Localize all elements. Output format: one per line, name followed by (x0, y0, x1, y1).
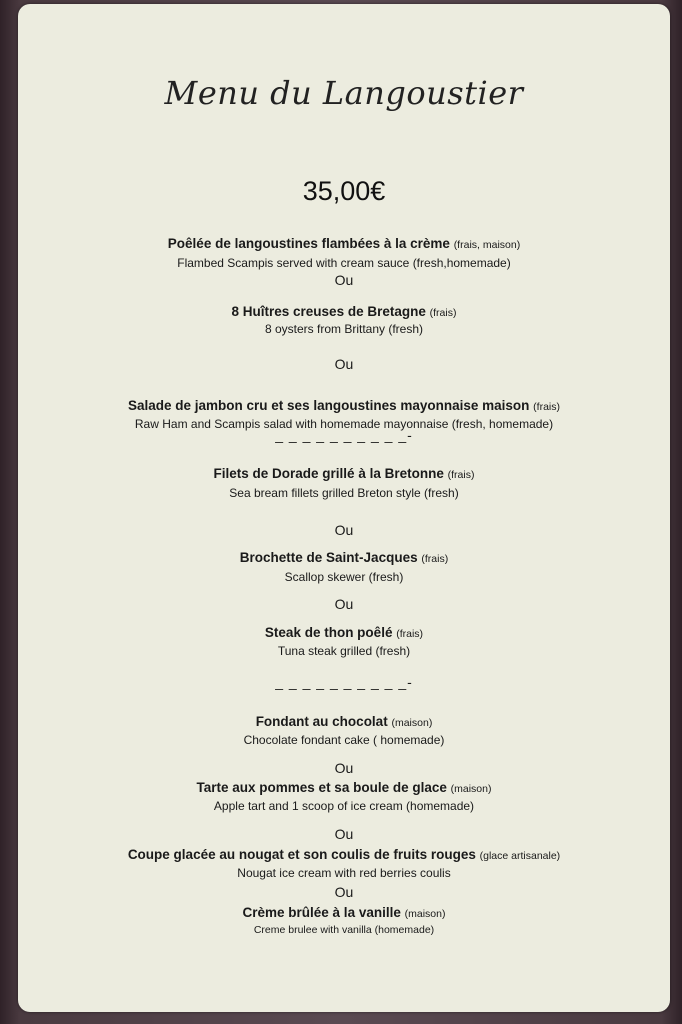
menu-price: 35,00€ (302, 176, 386, 206)
menu-card (18, 4, 670, 1012)
dessert-4-english: Creme brulee with vanilla (homemade) (253, 924, 435, 936)
main-2-english: Scallop skewer (fresh) (284, 570, 404, 584)
dessert-2-english: Apple tart and 1 scoop of ice cream (homemade) (213, 799, 475, 813)
main-2: Brochette de Saint-Jacques (frais) (239, 550, 449, 565)
starter-3-english: Raw Ham and Scampis salad with homemade mayonnaise (fresh, homemade) (134, 417, 554, 431)
dessert-2: Tarte aux pommes et sa boule de glace (maison) (196, 780, 492, 795)
dessert-1: Fondant au chocolat (maison) (255, 714, 433, 729)
dessert-1-english: Chocolate fondant cake ( homemade) (243, 733, 445, 747)
or-text: Ou (334, 596, 354, 612)
or-text: Ou (334, 760, 354, 776)
dessert-3-english: Nougat ice cream with red berries coulis (237, 866, 451, 880)
or-text: Ou (334, 826, 354, 842)
or-text: Ou (334, 522, 354, 538)
or-text: Ou (334, 356, 354, 372)
main-1: Filets de Dorade grillé à la Bretonne (frais) (213, 466, 475, 481)
starter-1-english: Flambed Scampis served with cream sauce (fresh,homemade) (177, 256, 511, 270)
starter-2: 8 Huîtres creuses de Bretagne (frais) (231, 304, 457, 319)
dessert-3: Coupe glacée au nougat et son coulis de fruits rouges (glace artisanale) (127, 847, 561, 862)
main-3-english: Tuna steak grilled (fresh) (277, 644, 411, 658)
starter-2-english: 8 oysters from Brittany (fresh) (264, 322, 424, 336)
or-text: Ou (334, 272, 354, 288)
menu-title: Menu du Langoustier (164, 74, 524, 112)
main-3: Steak de thon poêlé (frais) (264, 625, 424, 640)
section-separator: _ _ _ _ _ _ _ _ _ _- (275, 427, 413, 443)
or-text: Ou (334, 884, 354, 900)
starter-3: Salade de jambon cru et ses langoustines mayonnaise maison (frais) (128, 398, 560, 413)
main-1-english: Sea bream fillets grilled Breton style (fresh) (229, 486, 459, 500)
starter-1: Poêlée de langoustines flambées à la crème (frais, maison) (167, 236, 521, 251)
section-separator: _ _ _ _ _ _ _ _ _ _- (275, 674, 413, 690)
dessert-4: Crème brûlée à la vanille (maison) (242, 905, 446, 920)
